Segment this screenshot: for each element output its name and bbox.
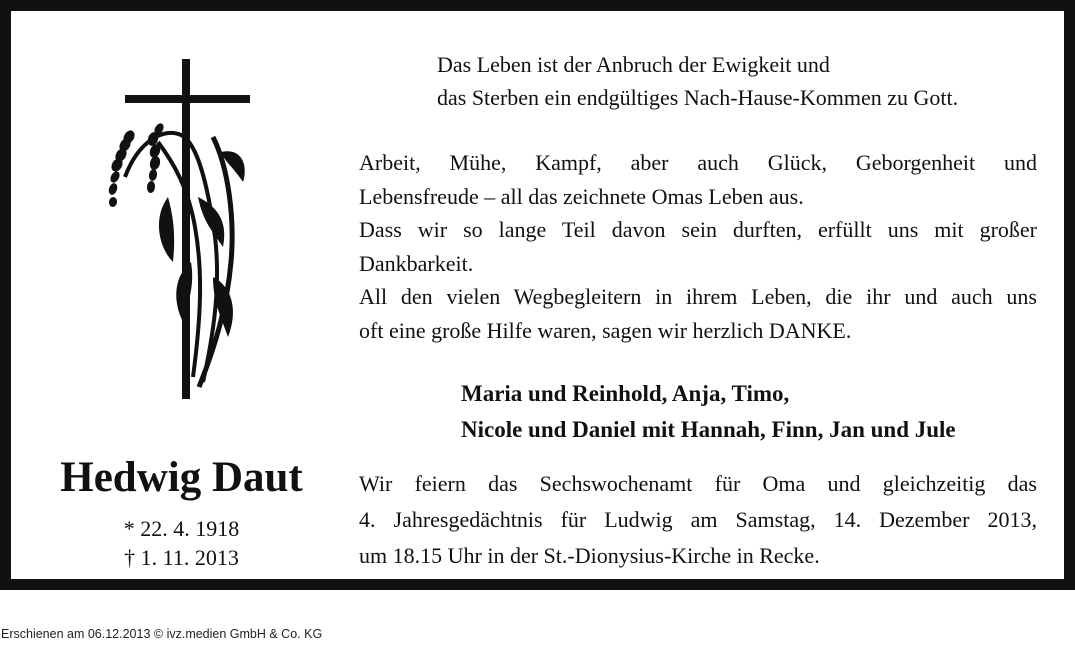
body-line: Arbeit, Mühe, Kampf, aber auch Glück, Geborgenheit und: [359, 150, 1037, 175]
death-date: † 1. 11. 2013: [124, 545, 239, 570]
quote: [437, 48, 1052, 114]
quote-line: das Sterben ein endgültiges Nach-Hause-Kommen zu Gott.: [437, 85, 959, 110]
body-line: Dass wir so lange Teil davon sein durften, erfüllt uns mit großer: [359, 217, 1037, 242]
signature-line: Maria und Reinhold, Anja, Timo,: [461, 381, 790, 406]
cross-with-wheat-icon: [103, 47, 253, 399]
service-announcement: [359, 466, 1037, 574]
quote-line: Das Leben ist der Anbruch der Ewigkeit und: [437, 52, 830, 77]
family-signatures: [461, 376, 1051, 448]
signature-line: Nicole und Daniel mit Hannah, Finn, Jan und Jule: [461, 417, 956, 442]
body-line: Dankbarkeit.: [359, 250, 474, 276]
life-dates: [49, 514, 314, 572]
body-line: All den vielen Wegbegleitern in ihrem Leben, die ihr und auch uns: [359, 284, 1037, 309]
thank-you-text: [359, 146, 1037, 347]
deceased-name: Hedwig Daut: [60, 454, 303, 501]
service-line: Wir feiern das Sechswochenamt für Oma und gleichzeitig das: [359, 471, 1037, 496]
birth-date: * 22. 4. 1918: [123, 516, 240, 541]
body-line: Lebensfreude – all das zeichnete Omas Leben aus.: [359, 183, 804, 209]
service-line: 4. Jahresgedächtnis für Ludwig am Samstag, 14. Dezember 2013,: [359, 507, 1037, 532]
service-line: um 18.15 Uhr in der St.-Dionysius-Kirche in Recke.: [359, 543, 820, 568]
body-line: oft eine große Hilfe waren, sagen wir herzlich DANKE.: [359, 317, 852, 343]
publication-footer: Erschienen am 06.12.2013 © ivz.medien GmbH & Co. KG: [1, 627, 323, 641]
